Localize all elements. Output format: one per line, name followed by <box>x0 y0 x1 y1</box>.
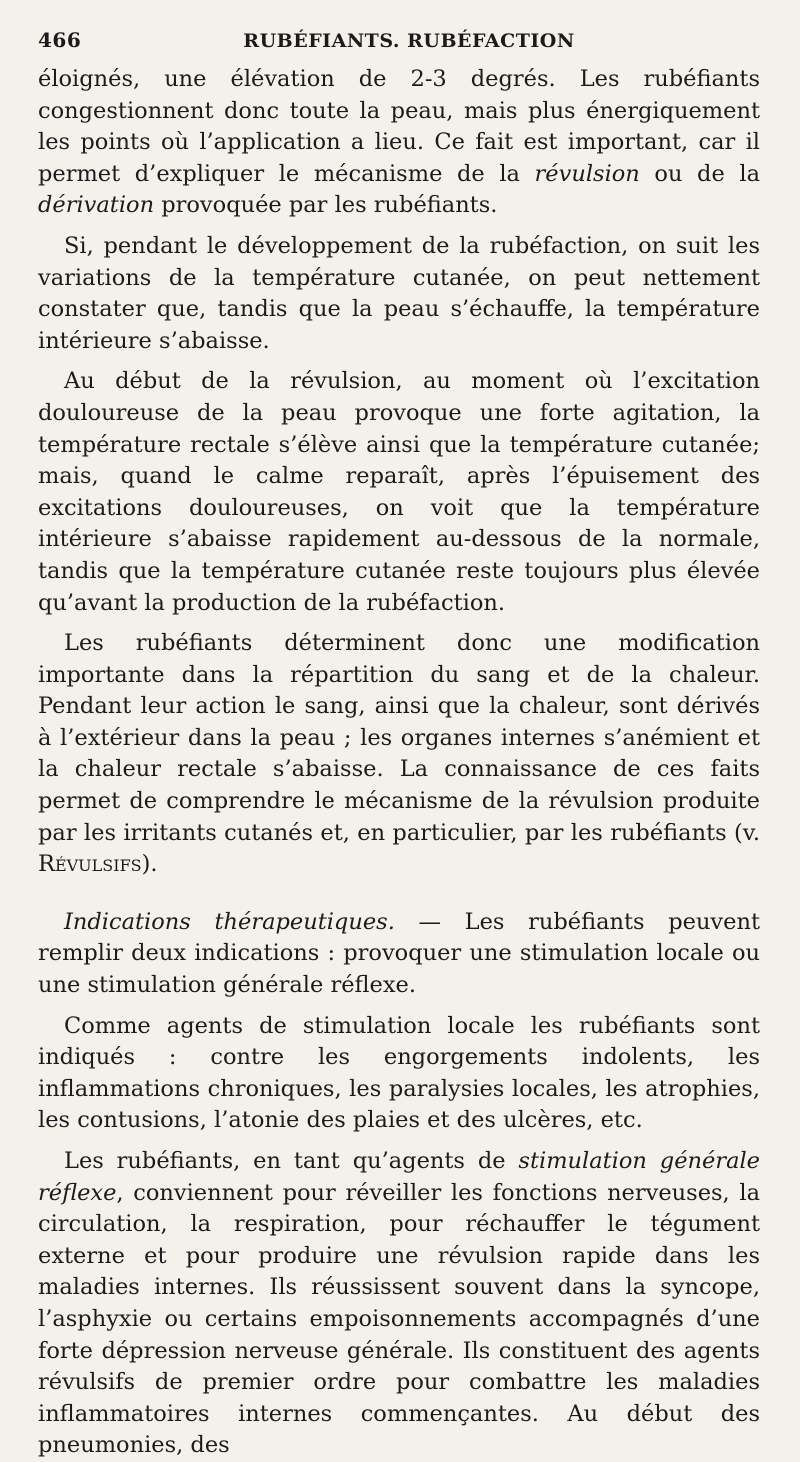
paragraph-text: ou de la <box>639 160 760 187</box>
paragraph-3 <box>38 366 760 619</box>
paragraph-text: éloignés, une élévation de 2-3 degrés. Les rubéfiants congestionnent donc toute la peau, mais plus énergiquement les points où l’application a lieu. Ce fait est important, car il permet d’expliquer le mécanisme de la <box>38 66 760 187</box>
paragraph-5 <box>38 907 760 1002</box>
paragraph-text: ). <box>141 851 158 878</box>
italic-term-revulsion: révulsion <box>534 160 640 187</box>
paragraph-1 <box>38 64 760 222</box>
page-number: 466 <box>38 28 82 52</box>
paragraph-text: Comme agents de stimulation locale les rubéfiants sont indiqués : contre les engorgements indolents, les inflammations chroniques, les paralysies locales, les atrophies, les contusions, l’atonie des plaies et des ulcères, etc. <box>38 1012 760 1134</box>
italic-term-derivation: dérivation <box>38 192 155 219</box>
cross-reference-revulsifs: Révulsifs <box>38 851 142 878</box>
paragraph-2 <box>38 231 760 357</box>
paragraph-text: Les rubéfiants déterminent donc une modification importante dans la répartition du sang et de la chaleur. Pendant leur action le sang, ainsi que la chaleur, sont dérivés à l’extérieur dans la peau ; les organes internes s’anémient et la chaleur rectale s’abaisse. La connaissance de ces faits permet de comprendre le mécanisme de la révulsion produite par les irritants cutanés et, en particulier, par les rubéfiants (v. <box>38 630 760 846</box>
page-body <box>38 64 760 1462</box>
paragraph-7 <box>38 1146 760 1462</box>
page-header <box>38 28 760 58</box>
paragraph-text: Les rubéfiants, en tant qu’agents de <box>64 1148 519 1174</box>
paragraph-6 <box>38 1011 760 1137</box>
running-title: RUBÉFIANTS. RUBÉFACTION <box>243 30 575 52</box>
paragraph-text: — Les rubéfiants peuvent remplir deux indications : provoquer une stimulation locale ou une stimulation générale réflexe. <box>38 908 760 999</box>
paragraph-4 <box>38 628 760 881</box>
italic-term-stimulation: stimulation générale réflexe <box>38 1148 760 1206</box>
paragraph-text: Au début de la révulsion, au moment où l’excitation douloureuse de la peau provoque une forte agitation, la température rectale s’élève ainsi que la température cutanée; mais, quand le calme reparaît, après l’épuisement des excitations douloureuses, on voit que la température intérieure s’abaisse rapidement au-dessous de la normale, tandis que la température cutanée reste toujours plus élevée qu’avant la production de la rubéfaction. <box>38 368 760 616</box>
paragraph-text: , conviennent pour réveiller les fonctions nerveuses, la circulation, la respiration, pour réchauffer le tégument externe et pour produire une révulsion rapide dans les maladies internes. Ils réussissent souvent dans la syncope, l’asphyxie ou certains empoisonnements accompagnés d’une forte dépression nerveuse générale. Ils constituent des agents révulsifs de premier ordre pour combattre les maladies inflammatoires internes commençantes. Au début des pneumonies, des <box>38 1179 760 1459</box>
paragraph-text: Si, pendant le développement de la rubéfaction, on suit les variations de la température cutanée, on peut nettement constater que, tandis que la peau s’échauffe, la température intérieure s’abaisse. <box>38 232 760 354</box>
section-heading-indications: Indications thérapeutiques. <box>64 908 395 935</box>
paragraph-text: provoquée par les rubéfiants. <box>154 192 498 219</box>
